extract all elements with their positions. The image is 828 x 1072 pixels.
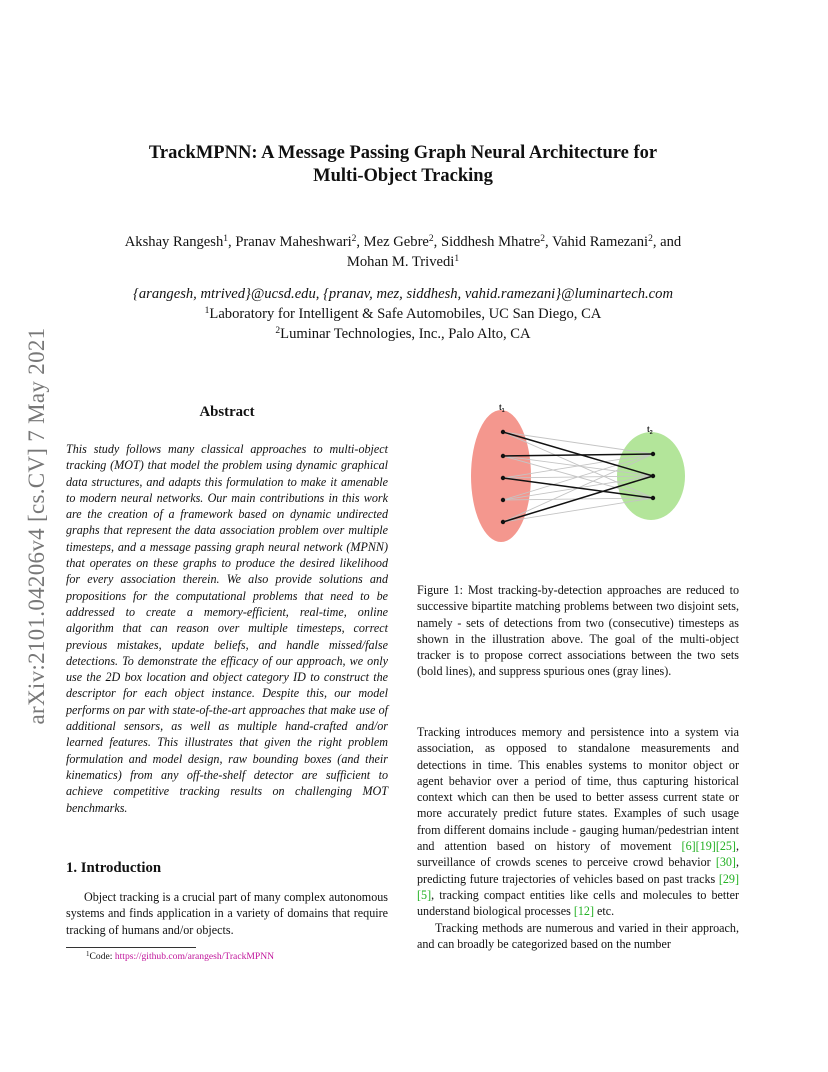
author-list: Akshay Rangesh$^1$, Pranav Maheshwari$^2$, Mez Gebre$^2$, Siddhesh Mhatre$^2$, Vahid Ramezani$^2$, and Mohan M. Trivedi$^1$ <box>124 234 682 270</box>
author-name: Mohan M. Trivedi <box>346 254 455 270</box>
abstract-heading: Abstract <box>199 404 255 420</box>
affiliation-text: Laboratory for Intelligent & Safe Automobiles, UC San Diego, CA <box>209 306 602 322</box>
introduction-paragraph: Object tracking is a crucial part of many complex autonomous systems and finds application in a variety of domains that require tracking of humans and/or objects. <box>66 890 388 937</box>
introduction-continued <box>417 724 739 952</box>
detection-node-t1 <box>501 476 505 480</box>
bipartite-graph-illustration <box>455 394 695 554</box>
arxiv-id-text: arXiv:2101.04206v4 [cs.CV] 7 May 2021 <box>24 327 49 725</box>
timestep-label-t1: $t_1$ <box>499 403 505 414</box>
citation-link[interactable]: [6] <box>681 839 696 854</box>
citation-link[interactable]: [19] <box>695 839 716 854</box>
citation-link[interactable]: [29] <box>718 871 739 886</box>
detection-node-t2 <box>651 496 655 500</box>
citation-link[interactable]: [5] <box>417 887 432 902</box>
paper-title <box>90 142 716 188</box>
arxiv-identifier-sidebar <box>8 286 66 766</box>
author-name: Pranav Maheshwari <box>235 234 352 250</box>
citation-link[interactable]: [30] <box>715 855 736 870</box>
and-word: and <box>660 234 682 250</box>
author-name: Mez Gebre <box>363 234 429 250</box>
paragraph: Tracking introduces memory and persistence into a system via association, as opposed to standalone measurements and detections in time. This enables systems to monitor object or agent behavior over a period of time, thus capturing historical context which can then be used to better assess current state or more accurately predict future states. Examples of such usage from different domains include - gauging human/pedestrian intent and attention based on history of movement [6][19][25], surveillance of crowds scenes to perceive crowd behavior [30], predicting future trajectories of vehicles based on past tracks [29][5], tracking compact entities like cells and molecules to better understand biological processes [12] etc. <box>417 725 739 919</box>
author-affiliation-mark: 1 <box>454 254 460 264</box>
author-emails: {arangesh, mtrived}@ucsd.edu, {pranav, mez, siddhesh, vahid.ramezani}@luminartech.com <box>133 286 673 302</box>
paragraph: Tracking methods are numerous and varied in their approach, and can broadly be categorized based on the number <box>417 920 739 951</box>
author-affiliation-mark: 1 <box>223 234 229 244</box>
footnote-divider <box>66 947 196 948</box>
footnote-mark: 1 <box>86 950 90 958</box>
affiliation-text: Luminar Technologies, Inc., Palo Alto, CA <box>280 326 531 342</box>
figure-bipartite-matching <box>455 394 695 554</box>
footnote <box>86 951 274 962</box>
detection-node-t1 <box>501 520 505 524</box>
affiliation-number: 1 <box>204 306 210 316</box>
affiliation-number: 2 <box>275 326 281 336</box>
author-affiliation-mark: 2 <box>428 234 434 244</box>
abstract-body: This study follows many classical approaches to multi-object tracking (MOT) that model the problem using dynamic graphical data structures, and adapts this formulation to make it amenable to modern neural networks. Our main contributions in this work are the creation of a framework based on dynamic undirected graphs that represent the data association problem over multiple timesteps, and a message passing graph neural network (MPNN) that operates on these graphs to produce the desired likelihood for every association therein. We also provide solutions and propositions for the computational problems that need to be addressed to create a memory-efficient, real-time, online algorithm that can reason over multiple timesteps, correct previous mistakes, update beliefs, and handle missed/false detections. To demonstrate the efficacy of our approach, we only use the 2D box location and object category ID to construct the descriptor for each object instance. Despite this, our model performs on par with state-of-the-art approaches that make use of additional sensors, as well as multiple hand-crafted and/or learned features. This illustrates that given the right problem formulation and model design, raw bounding boxes (and their kinematics) from any off-the-shelf detector are sufficient to achieve competitive tracking results on challenging MOT benchmarks. <box>66 442 388 815</box>
title-line-2: Multi-Object Tracking <box>313 166 493 186</box>
author-affiliation-mark: 2 <box>648 234 653 244</box>
author-name: Akshay Rangesh <box>124 234 224 250</box>
detection-node-t1 <box>501 454 505 458</box>
footnote-label: Code: <box>89 951 115 962</box>
author-name: Vahid Ramezani <box>552 234 649 250</box>
author-affiliation-mark: 2 <box>351 234 357 244</box>
author-name: Siddhesh Mhatre <box>440 234 541 250</box>
figure-caption: Figure 1: Most tracking-by-detection approaches are reduced to successive bipartite matching problems between two disjoint sets, namely - sets of detections from two (consecutive) timesteps as shown in the illustration above. The goal of the multi-object tracker is to propose correct associations between the two sets (bold lines), and suppress spurious ones (gray lines). <box>417 583 739 679</box>
citation-link[interactable]: [25] <box>715 839 736 854</box>
detection-node-t1 <box>501 498 505 502</box>
citation-link[interactable]: [12] <box>573 904 594 919</box>
detection-node-t1 <box>501 430 505 434</box>
introduction-heading: 1. Introduction <box>66 860 162 876</box>
title-line-1: TrackMPNN: A Message Passing Graph Neural Architecture for <box>148 143 658 163</box>
detection-node-t2 <box>651 452 655 456</box>
timestep-label-t2: $t_2$ <box>647 425 653 436</box>
affiliations <box>90 284 716 344</box>
code-repository-link[interactable]: https://github.com/arangesh/TrackMPNN <box>114 951 275 962</box>
detection-node-t2 <box>651 474 655 478</box>
author-affiliation-mark: 2 <box>540 234 546 244</box>
